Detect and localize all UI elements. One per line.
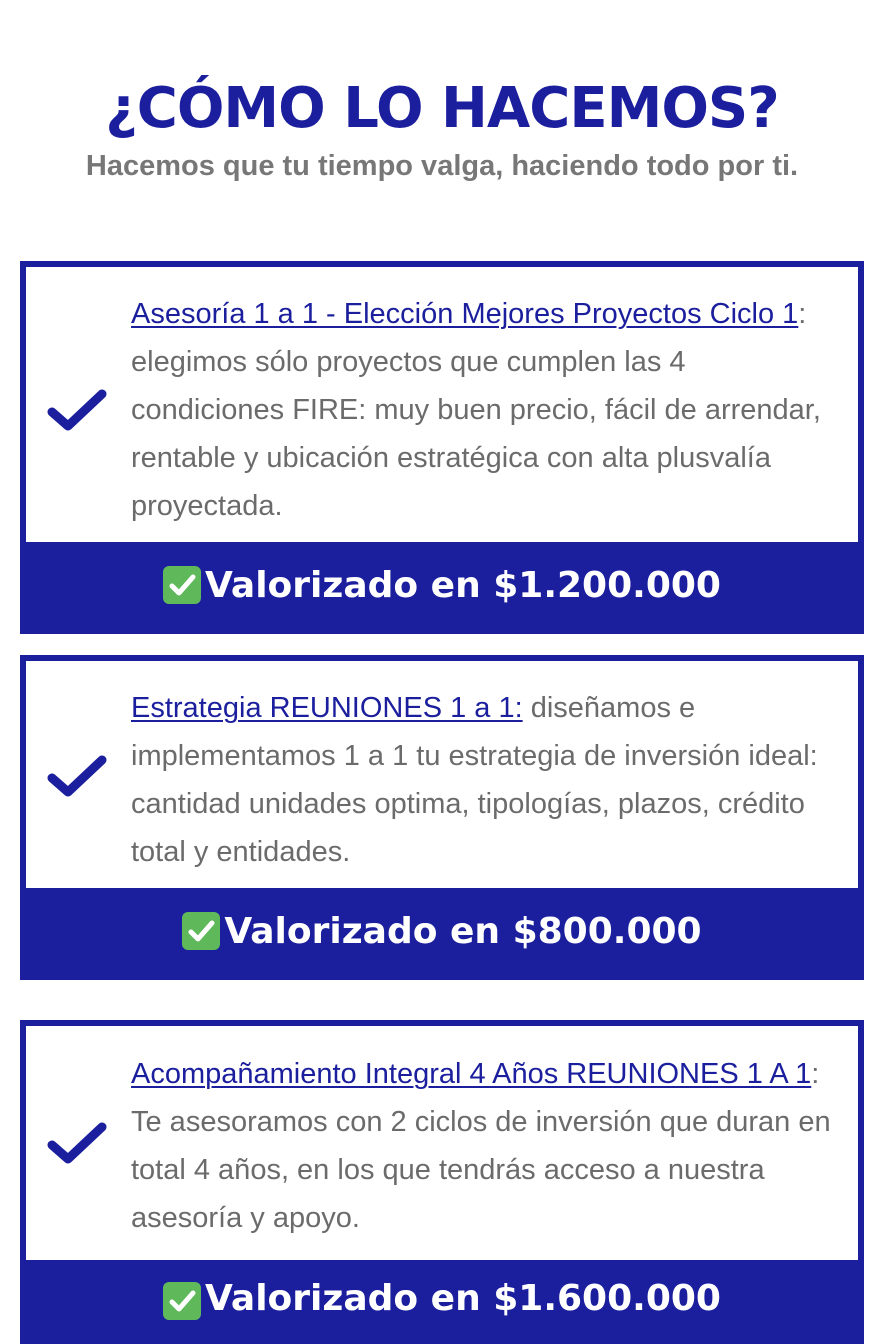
white-check-mark-icon xyxy=(163,1282,201,1320)
white-check-mark-icon xyxy=(182,912,220,950)
service-card-body xyxy=(26,661,858,894)
service-description xyxy=(131,684,834,876)
service-card-body xyxy=(26,1026,858,1262)
service-link[interactable]: Estrategia REUNIONES 1 a 1: xyxy=(131,692,523,724)
checkmark-icon xyxy=(46,754,108,800)
service-link[interactable]: Asesoría 1 a 1 - Elección Mejores Proyectos Ciclo 1 xyxy=(131,298,799,330)
page-title: ¿CÓMO LO HACEMOS? xyxy=(105,75,779,141)
service-value-label: Valorizado en $1.200.000 xyxy=(205,564,721,606)
white-check-mark-icon xyxy=(163,566,201,604)
service-value-banner xyxy=(26,888,858,974)
service-card xyxy=(20,261,864,634)
service-value-label: Valorizado en $1.600.000 xyxy=(205,1278,721,1319)
service-card-body xyxy=(26,267,858,548)
service-value-banner xyxy=(26,542,858,628)
service-description xyxy=(131,290,834,530)
checkmark-icon xyxy=(46,388,108,434)
service-value-label: Valorizado en $800.000 xyxy=(224,910,702,952)
service-card xyxy=(20,1020,864,1344)
service-value-banner xyxy=(26,1260,858,1344)
page-subtitle: Hacemos que tu tiempo valga, haciendo todo por ti. xyxy=(85,150,799,182)
service-card xyxy=(20,655,864,980)
service-description xyxy=(131,1050,834,1242)
checkmark-icon xyxy=(46,1121,108,1167)
service-description-text: : elegimos sólo proyectos que cumplen las 4 condiciones FIRE: muy buen precio, fácil de arrendar, rentable y ubicación estratégica con alta plusvalía proyectada. xyxy=(131,298,821,522)
service-description-text: : Te asesoramos con 2 ciclos de inversión que duran en total 4 años, en los que tendrás acceso a nuestra asesoría y apoyo. xyxy=(131,1058,831,1234)
service-description-text: diseñamos e implementamos 1 a 1 tu estrategia de inversión ideal: cantidad unidades optima, tipologías, plazos, crédito total y entidades. xyxy=(131,692,818,868)
service-link[interactable]: Acompañamiento Integral 4 Años REUNIONES 1 A 1 xyxy=(131,1058,812,1090)
